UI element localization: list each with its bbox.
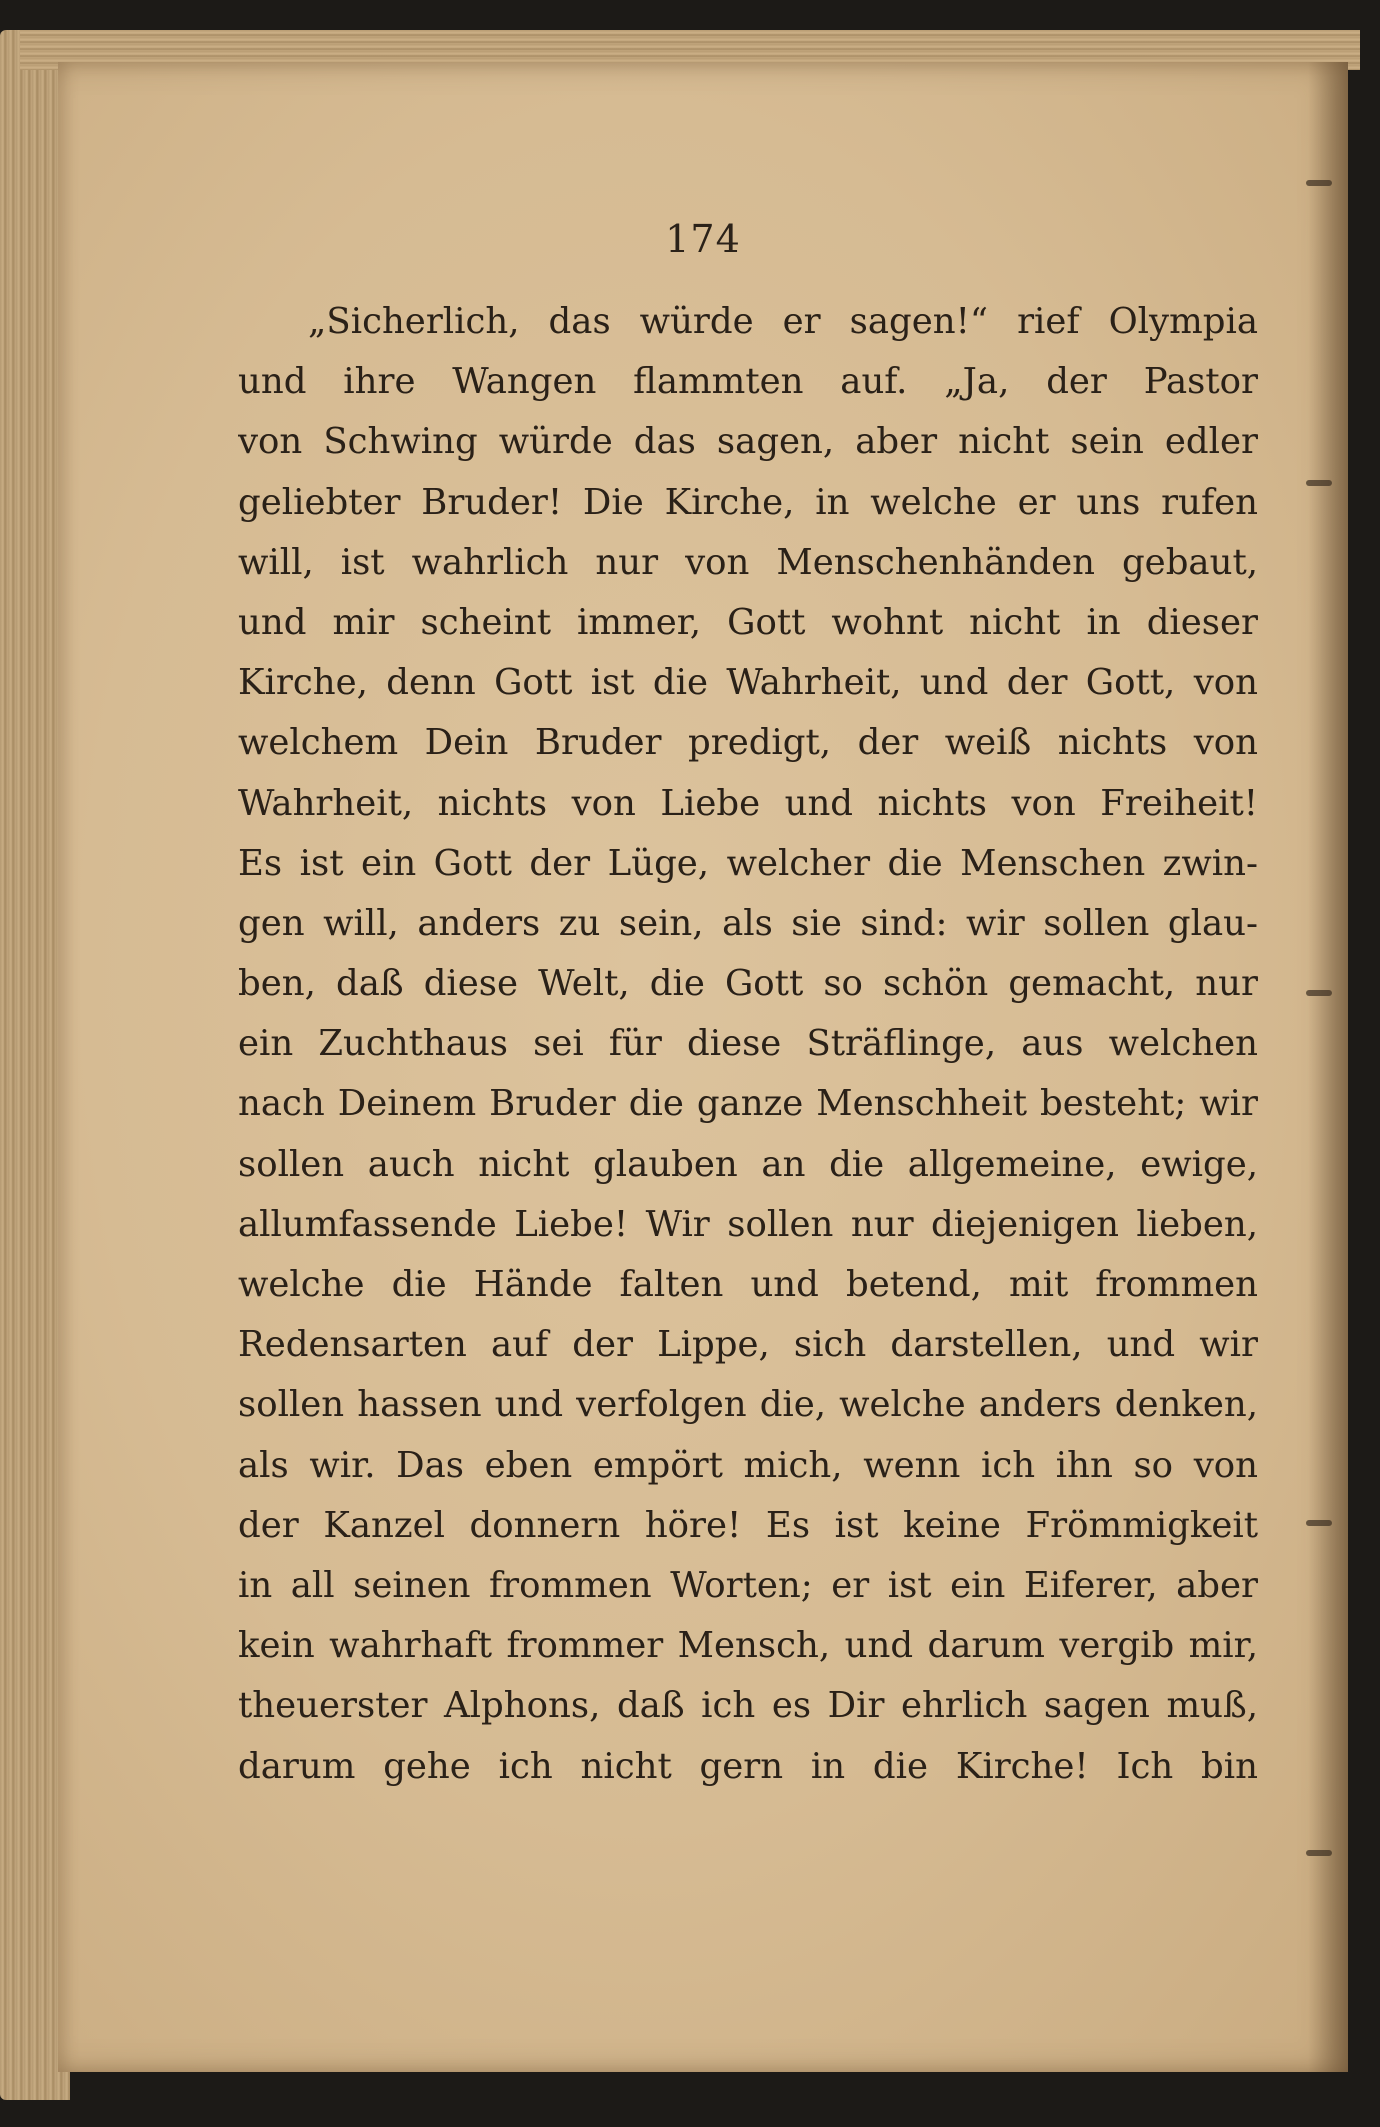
text-line: ein Zuchthaus sei für diese Sträflinge, aus welchen <box>238 1023 1258 1065</box>
text-line: sollen auch nicht glauben an die allgemeine, ewige, <box>238 1143 1258 1185</box>
binding-mark <box>1306 1850 1332 1856</box>
gutter-shadow <box>1308 62 1348 2072</box>
text-line: Kirche, denn Gott ist die Wahrheit, und der Gott, von <box>238 662 1258 704</box>
text-line: nach Deinem Bruder die ganze Menschheit besteht; wir <box>238 1083 1258 1125</box>
text-line: der Kanzel donnern höre! Es ist keine Frömmigkeit <box>238 1504 1258 1546</box>
text-line: theuerster Alphons, daß ich es Dir ehrlich sagen muß, <box>238 1685 1258 1727</box>
binding-mark <box>1306 180 1332 186</box>
binding-mark <box>1306 990 1332 996</box>
text-line: geliebter Bruder! Die Kirche, in welche er uns rufen <box>238 481 1258 523</box>
text-line: und ihre Wangen flammten auf. „Ja, der Pastor <box>238 361 1258 403</box>
text-line: ben, daß diese Welt, die Gott so schön gemacht, nur <box>238 963 1258 1005</box>
text-line: von Schwing würde das sagen, aber nicht sein edler <box>238 421 1258 463</box>
book-page <box>58 62 1348 2072</box>
text-line: welche die Hände falten und betend, mit frommen <box>238 1264 1258 1305</box>
text-line: darum gehe ich nicht gern in die Kirche! Ich bin <box>238 1745 1258 1787</box>
text-line: Es ist ein Gott der Lüge, welcher die Menschen zwin- <box>238 842 1258 884</box>
text-line: kein wahrhaft frommer Mensch, und darum vergib mir, <box>238 1625 1258 1667</box>
text-line: und mir scheint immer, Gott wohnt nicht in dieser <box>238 601 1258 643</box>
body-text <box>238 292 1258 1797</box>
binding-mark <box>1306 480 1332 486</box>
text-line: gen will, anders zu sein, als sie sind: wir sollen glau- <box>238 902 1258 944</box>
text-line: allumfassende Liebe! Wir sollen nur diejenigen lieben, <box>238 1203 1258 1245</box>
binding-mark <box>1306 1520 1332 1526</box>
text-line: als wir. Das eben empört mich, wenn ich ihn so von <box>238 1444 1258 1486</box>
text-line: in all seinen frommen Worten; er ist ein Eiferer, aber <box>238 1564 1258 1606</box>
text-line: welchem Dein Bruder predigt, der weiß nichts von <box>238 722 1258 764</box>
text-line: „Sicherlich, das würde er sagen!“ rief Olympia <box>308 301 1258 342</box>
text-line: Wahrheit, nichts von Liebe und nichts von Freiheit! <box>238 782 1258 824</box>
text-line: Redensarten auf der Lippe, sich darstellen, und wir <box>238 1324 1258 1366</box>
text-line: will, ist wahrlich nur von Menschenhänden gebaut, <box>238 541 1258 583</box>
page-number: 174 <box>665 217 741 261</box>
text-line: sollen hassen und verfolgen die, welche anders denken, <box>238 1384 1258 1426</box>
